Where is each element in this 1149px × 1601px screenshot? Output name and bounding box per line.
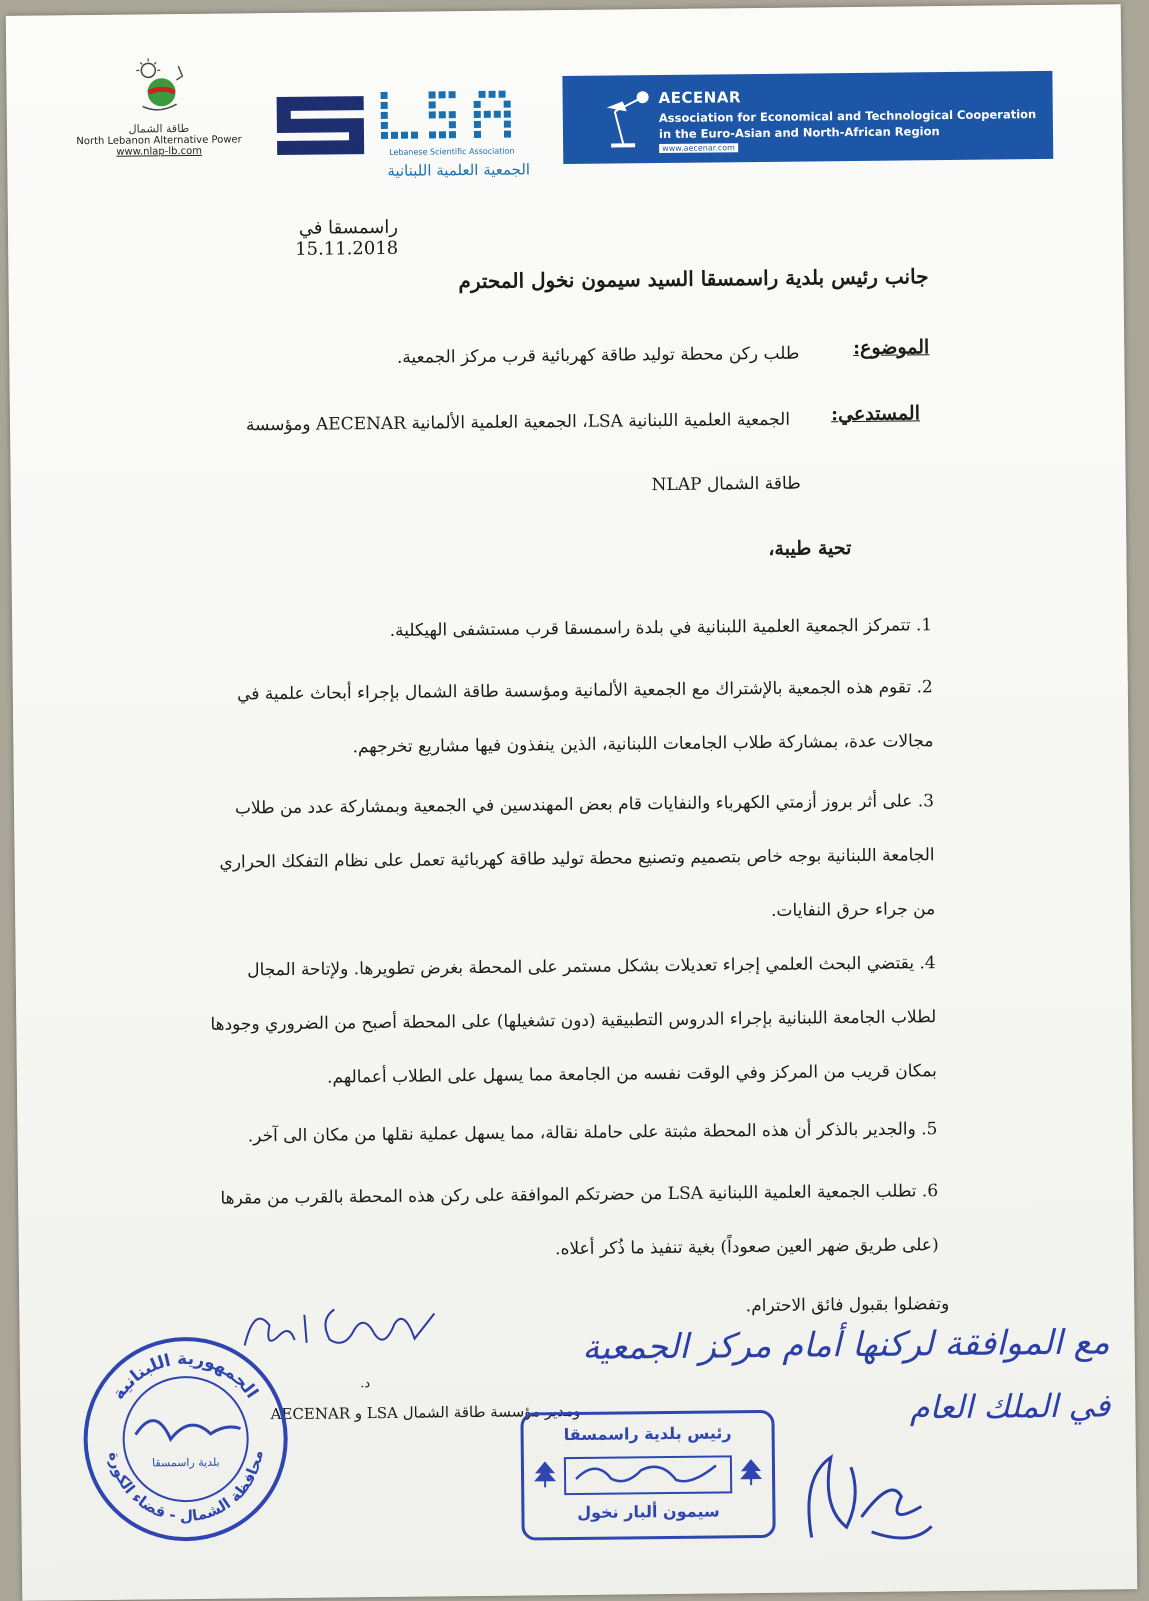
nlap-sun-globe-icon [128,56,189,119]
municipality-round-stamp [80,1333,292,1545]
aecenar-banner [562,71,1053,164]
rect-stamp-signature [566,1457,730,1489]
aecenar-line2: in the Euro-Asian and North-African Region [659,124,940,141]
paragraph-6: 6. تطلب الجمعية العلمية اللبنانية LSA من حضرتكم الموافقة على ركن هذه المحطة بالقرب من مقرها (على طريق ضهر العين صعوداً) بغية تنفيذ ما ذُكر أعلاه. [208,1164,939,1280]
cedar-icon-right [738,1457,764,1487]
paragraph-1: 1. تتمركز الجمعية العلمية اللبنانية في بلدة راسمسقا قرب مستشفى الهيكلية. [202,598,933,660]
letter-date: راسمسقا في 15.11.2018 [198,217,398,261]
closing-line: وتفضلوا بقبول فائق الاحترام. [519,1294,949,1319]
paragraph-5: 5. والجدير بالذكر أن هذه المحطة مثبتة على حاملة نقالة، مما يسهل عملية نقلها من مكان الى آخر. [207,1102,938,1164]
subject-text: طلب ركن محطة توليد طاقة كهربائية قرب مركز الجمعية. [369,344,799,369]
mayor-signature [791,1436,942,1558]
letter-paper [6,4,1138,1601]
applicant-line2: طاقة الشمال NLAP [571,474,801,496]
handwritten-approval-line2: في الملك العام [810,1386,1110,1427]
applicant-label: المستدعي: [800,402,920,425]
round-stamp-top-text: الجمهورية اللبنانية [108,1348,262,1404]
handwritten-approval-line1: مع الموافقة لركنها أمام مركز الجمعية [500,1322,1110,1368]
lsa-logo [268,82,539,195]
paragraph-4: 4. يقتضي البحث العلمي إجراء تعديلات بشكل مستمر على المحطة بغرض تطويرها. ولإتاحة المجال لطلاب الجامعة اللبنانية بإجراء الدروس التطبيقية (دون تشغيلها) على المحطة أصبح من الضروري وجودها بمكان قريب من المركز وفي الوقت نفسه من الجامعة مما يسهل على الطلاب أعمالهم. [205,936,937,1106]
aecenar-line1: Association for Economical and Technological Cooperation [659,107,1037,125]
lsa-english-name: Lebanese Scientific Association [389,147,515,157]
lsa-arabic-name: الجمعية العلمية اللبنانية [387,160,530,179]
nlap-arabic-name: طاقة الشمال [69,121,249,136]
nlap-logo [68,55,249,158]
nlap-url: www.nlap-lb.com [69,145,249,158]
applicant-line1: الجمعية العلمية اللبنانية LSA، الجمعية العلمية الألمانية AECENAR ومؤسسة [200,410,790,436]
paragraph-3: 3. على أثر بروز أزمتي الكهرباء والنفايات قام بعض المهندسين في الجمعية وبمشاركة عدد من طلاب الجامعة اللبنانية بوجه خاص بتصميم وتصنيع محطة توليد طاقة كهربائية تعمل على نظام التفكك الحراري من جراء حرق النفايات. [204,774,936,944]
cedar-icon-left [532,1459,558,1489]
aecenar-name: AECENAR [659,88,742,107]
rect-stamp-signature-box [564,1455,732,1495]
round-stamp-center-text: بلدية راسمسقا [152,1456,220,1470]
addressee: جانب رئيس بلدية راسمسقا السيد سيمون نخول المحترم [388,264,928,294]
greeting: تحية طيبة، [651,537,851,561]
rect-stamp-bottom-text: سيمون ألبار نخول [524,1501,772,1523]
round-stamp-bottom-text: محافظة الشمال - قضاء الكورة [105,1449,267,1526]
aecenar-lamp-icon [593,87,654,154]
nlap-english-name: North Lebanon Alternative Power [69,134,249,147]
signatory-prefix: د. [270,1376,370,1392]
mayor-rectangular-stamp [520,1410,775,1541]
signatory-title: AECENAR و LSA ومدير مؤسسة طاقة الشمال [230,1402,580,1424]
subject-label: الموضوع: [809,336,929,359]
rect-stamp-top-text: رئيس بلدية راسمسقا [524,1423,772,1445]
round-stamp-graphic [80,1333,292,1545]
aecenar-url: www.aecenar.com [659,143,738,153]
paragraph-2: 2. تقوم هذه الجمعية بالإشتراك مع الجمعية الألمانية ومؤسسة طاقة الشمال بإجراء أبحاث علمية في مجالات عدة، بمشاركة طلاب الجامعات اللبنانية، الذين ينفذون فيها مشاريع تخرجهم. [203,660,934,776]
